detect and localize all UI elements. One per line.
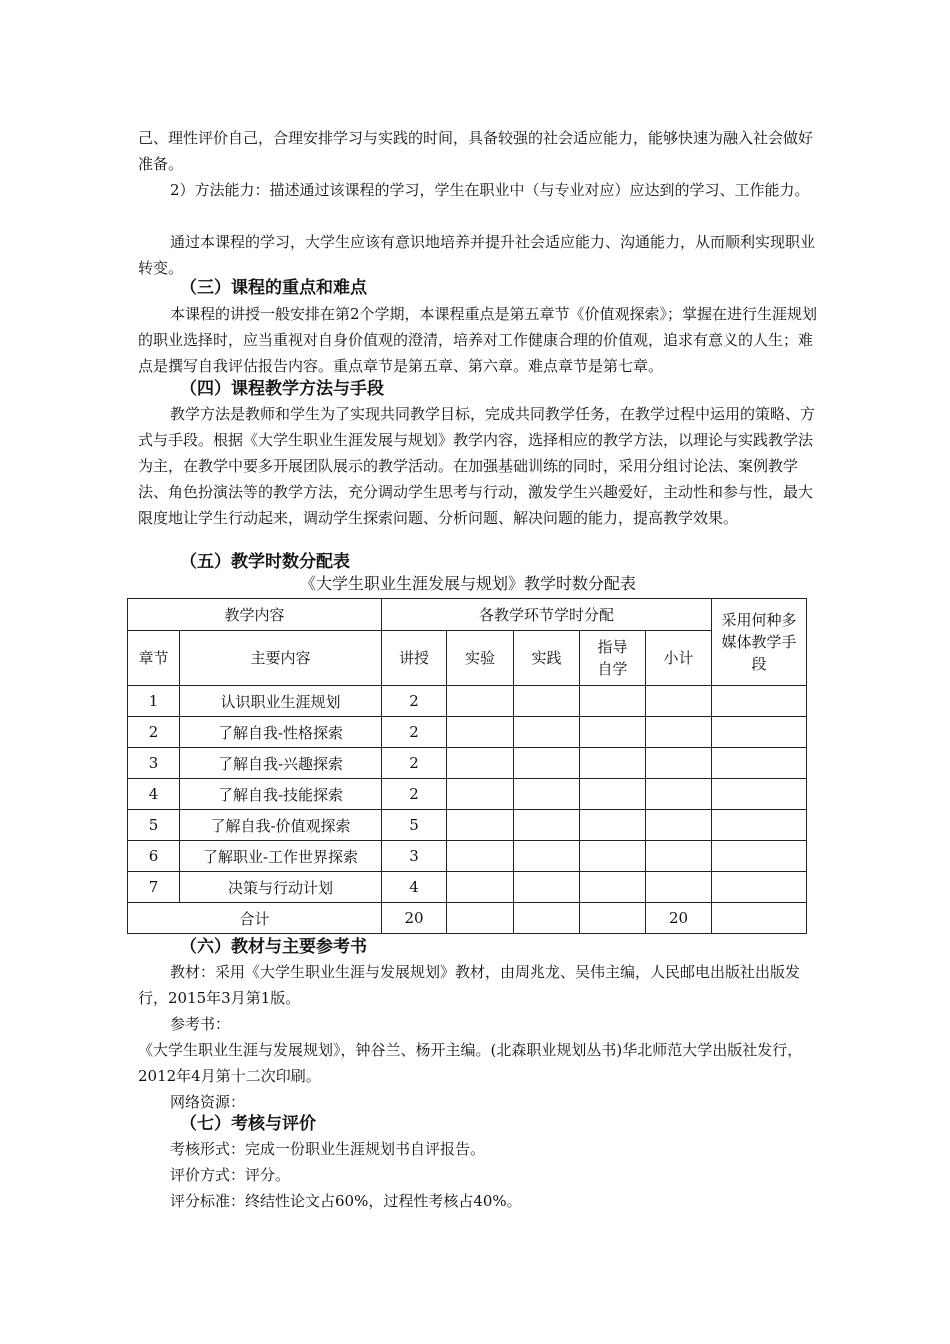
paragraph-grading-criteria: 评分标准：终结性论文占60%，过程性考核占40%。 bbox=[170, 1192, 522, 1210]
cell-content: 了解自我-兴趣探索 bbox=[180, 748, 382, 779]
cell-chapter: 5 bbox=[128, 810, 180, 841]
header-multimedia: 采用何种多媒体教学手段 bbox=[712, 599, 807, 686]
hours-allocation-table bbox=[127, 598, 807, 934]
header-practice: 实践 bbox=[514, 631, 580, 686]
cell-lecture: 2 bbox=[382, 779, 447, 810]
cell-chapter: 4 bbox=[128, 779, 180, 810]
table-row bbox=[128, 686, 807, 717]
header-lecture: 讲授 bbox=[382, 631, 447, 686]
header-chapter: 章节 bbox=[128, 631, 180, 686]
paragraph-social-adaptation: 己、理性评价自己，合理安排学习与实践的时间，具备较强的社会适应能力，能够快速为融入社会做好准备。 bbox=[138, 129, 814, 173]
section-heading-key-points: （三）课程的重点和难点 bbox=[180, 278, 367, 298]
section-heading-hours-table: （五）教学时数分配表 bbox=[180, 552, 350, 572]
paragraph-evaluation-method: 评价方式：评分。 bbox=[170, 1166, 291, 1184]
table-row bbox=[128, 779, 807, 810]
cell-chapter: 7 bbox=[128, 872, 180, 903]
cell-total-subtotal: 20 bbox=[646, 903, 712, 934]
header-hours-allocation: 各教学环节学时分配 bbox=[382, 599, 712, 631]
cell-lecture: 2 bbox=[382, 748, 447, 779]
paragraph-textbook: 教材：采用《大学生职业生涯与发展规划》教材，由周兆龙、吴伟主编，人民邮电出版社出版发行，2015年3月第1版。 bbox=[138, 963, 801, 1007]
table-row bbox=[128, 717, 807, 748]
cell-chapter: 6 bbox=[128, 841, 180, 872]
cell-lecture: 3 bbox=[382, 841, 447, 872]
cell-content: 了解自我-性格探索 bbox=[180, 717, 382, 748]
table-row bbox=[128, 841, 807, 872]
paragraph-teaching-methods: 教学方法是教师和学生为了实现共同教学目标，完成共同教学任务，在教学过程中运用的策略、方式与手段。根据《大学生职业生涯发展与规划》教学内容，选择相应的教学方法，以理论与实践教学法为主，在教学中要多开展团队展示的教学活动。在加强基础训练的同时，采用分组讨论法、案例教学法、角色扮演法等的教学方法，充分调动学生思考与行动，激发学生兴趣爱好，主动性和参与性，最大限度地让学生行动起来，调动学生探索问题、分析问题、解决问题的能力，提高教学效果。 bbox=[138, 405, 816, 527]
cell-chapter: 3 bbox=[128, 748, 180, 779]
paragraph-course-outcome: 通过本课程的学习，大学生应该有意识地培养并提升社会适应能力、沟通能力，从而顺利实现职业转变。 bbox=[138, 233, 816, 277]
cell-lecture: 5 bbox=[382, 810, 447, 841]
header-teaching-content: 教学内容 bbox=[128, 599, 382, 631]
paragraph-method-ability: 2）方法能力：描述通过该课程的学习，学生在职业中（与专业对应）应达到的学习、工作能力。 bbox=[170, 181, 810, 199]
paragraph-references-label: 参考书： bbox=[170, 1015, 231, 1033]
paragraph-key-points: 本课程的讲授一般安排在第2个学期，本课程重点是第五章节《价值观探索》；掌握在进行生涯规划的职业选择时，应当重视对自身价值观的澄清，培养对工作健康合理的价值观，追求有意义的人生；难点是撰写自我评估报告内容。重点章节是第五章、第六章。难点章节是第七章。 bbox=[138, 305, 818, 375]
cell-content: 了解自我-技能探索 bbox=[180, 779, 382, 810]
cell-chapter: 2 bbox=[128, 717, 180, 748]
header-main-content: 主要内容 bbox=[180, 631, 382, 686]
section-heading-teaching-methods: （四）课程教学方法与手段 bbox=[180, 379, 384, 399]
cell-content: 决策与行动计划 bbox=[180, 872, 382, 903]
cell-content: 了解职业-工作世界探索 bbox=[180, 841, 382, 872]
header-guided-self-study: 指导自学 bbox=[580, 631, 646, 686]
cell-lecture: 2 bbox=[382, 717, 447, 748]
paragraph-assessment-form: 考核形式：完成一份职业生涯规划书自评报告。 bbox=[170, 1140, 486, 1158]
section-heading-textbooks: （六）教材与主要参考书 bbox=[180, 937, 367, 957]
cell-lecture: 4 bbox=[382, 872, 447, 903]
paragraph-reference-book: 《大学生职业生涯与发展规划》，钟谷兰、杨开主编。(北森职业规划丛书)华北师范大学出版社发行，2012年4月第十二次印刷。 bbox=[138, 1041, 803, 1085]
cell-total-lecture: 20 bbox=[382, 903, 447, 934]
cell-content: 了解自我-价值观探索 bbox=[180, 810, 382, 841]
header-experiment: 实验 bbox=[447, 631, 514, 686]
cell-content: 认识职业生涯规划 bbox=[180, 686, 382, 717]
paragraph-online-resources: 网络资源： bbox=[170, 1093, 246, 1111]
cell-total-label: 合计 bbox=[128, 903, 382, 934]
cell-chapter: 1 bbox=[128, 686, 180, 717]
table-caption: 《大学生职业生涯发展与规划》教学时数分配表 bbox=[299, 574, 636, 593]
table-total-row bbox=[128, 903, 807, 934]
header-subtotal: 小计 bbox=[646, 631, 712, 686]
table-row bbox=[128, 872, 807, 903]
section-heading-assessment: （七）考核与评价 bbox=[180, 1114, 316, 1134]
cell-lecture: 2 bbox=[382, 686, 447, 717]
table-row bbox=[128, 748, 807, 779]
table-row bbox=[128, 810, 807, 841]
